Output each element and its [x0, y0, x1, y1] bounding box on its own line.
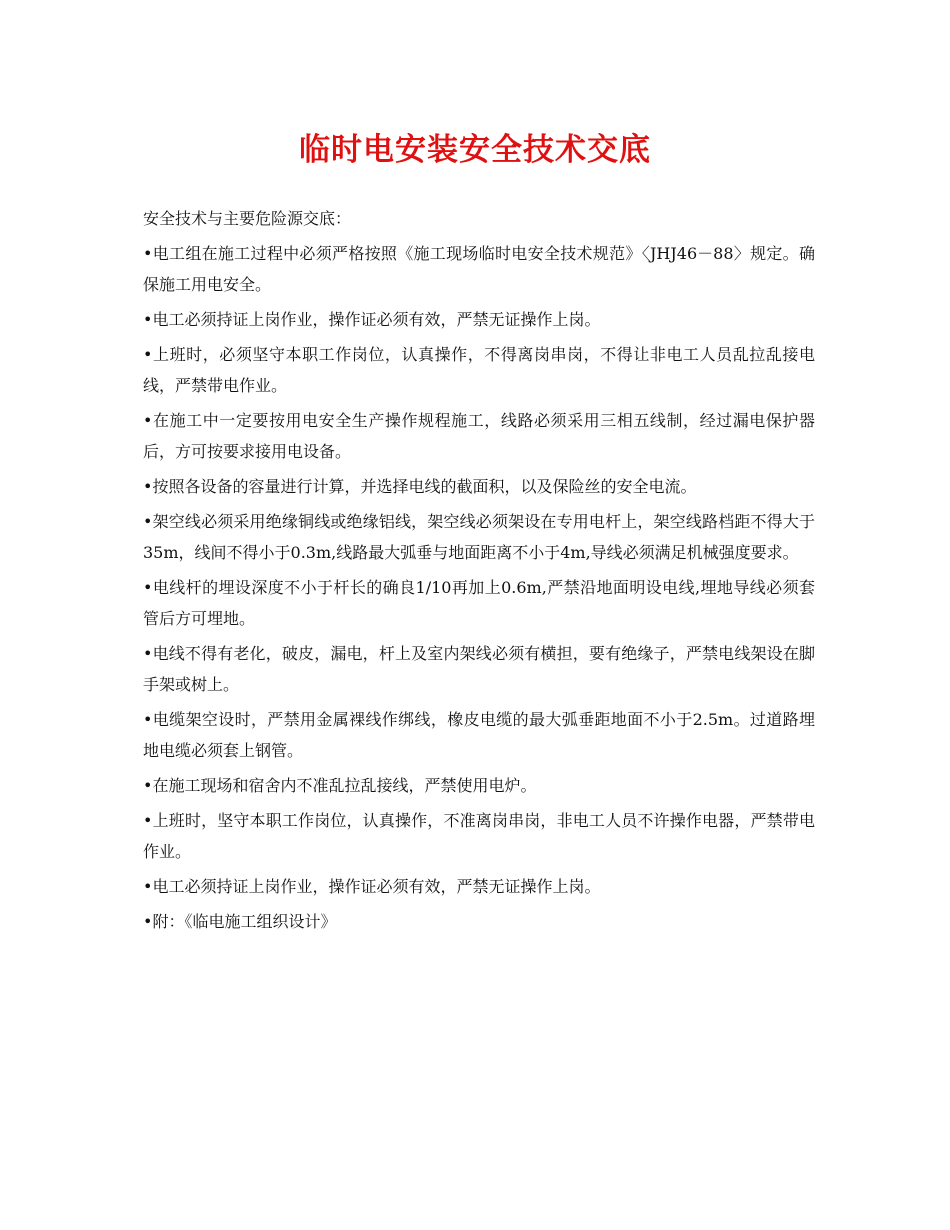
paragraph-item: •电工必须持证上岗作业，操作证必须有效，严禁无证操作上岗。	[143, 310, 601, 329]
paragraph-item: •按照各设备的容量进行计算，并选择电线的截面积，以及保险丝的安全电流。	[143, 477, 697, 496]
paragraph-item: •架空线必须采用绝缘铜线或绝缘铝线，架空线必须架设在专用电杆上，架空线路档距不得大于35m，线间不得小于0.3m,线路最大弧垂与地面距离不小于4m,导线必须满足机械强度要求。	[143, 512, 815, 562]
paragraph-intro: 安全技术与主要危险源交底：	[143, 209, 352, 228]
paragraph-item: •在施工现场和宿舍内不准乱拉乱接线，严禁使用电炉。	[143, 776, 537, 795]
paragraph-item: •电工必须持证上岗作业，操作证必须有效，严禁无证操作上岗。	[143, 877, 601, 896]
paragraph-item: •电缆架空设时，严禁用金属裸线作绑线，橡皮电缆的最大弧垂距地面不小于2.5m。过道路埋地电缆必须套上钢管。	[143, 710, 815, 760]
paragraph-item: •电工组在施工过程中必须严格按照《施工现场临时电安全技术规范》〈JHJ46－88〉规定。确保施工用电安全。	[143, 244, 815, 294]
paragraph-item: •上班时，坚守本职工作岗位，认真操作，不准离岗串岗，非电工人员不许操作电器，严禁带电作业。	[143, 811, 815, 861]
paragraph-attachment: •附：《临电施工组织设计》	[143, 912, 337, 931]
document-title: 临时电安装安全技术交底	[299, 132, 651, 168]
paragraph-item: •电线不得有老化，破皮，漏电，杆上及室内架线必须有横担，要有绝缘子，严禁电线架设在脚手架或树上。	[143, 644, 815, 694]
paragraph-item: •上班时，必须坚守本职工作岗位，认真操作，不得离岗串岗，不得让非电工人员乱拉乱接电线，严禁带电作业。	[143, 345, 815, 395]
paragraph-item: •电线杆的埋设深度不小于杆长的确良1/10再加上0.6m,严禁沿地面明设电线,埋地导线必须套管后方可埋地。	[143, 578, 815, 628]
paragraph-item: •在施工中一定要按用电安全生产操作规程施工，线路必须采用三相五线制，经过漏电保护器后，方可按要求接用电设备。	[143, 411, 815, 461]
document-body	[143, 203, 815, 941]
